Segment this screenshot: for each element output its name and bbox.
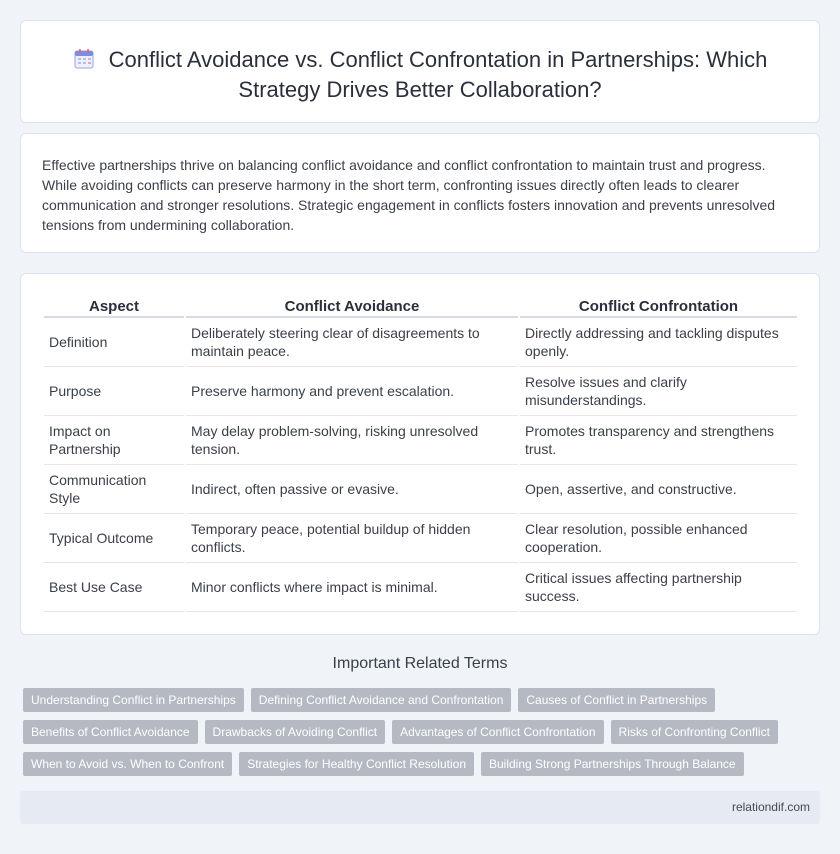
table-cell: Purpose: [44, 367, 184, 416]
related-terms-list: [23, 688, 813, 784]
related-term-link[interactable]: Advantages of Conflict Confrontation: [392, 720, 603, 744]
related-term-link[interactable]: Benefits of Conflict Avoidance: [23, 720, 198, 744]
table-cell: Definition: [44, 318, 184, 367]
related-term-link[interactable]: Building Strong Partnerships Through Balance: [481, 752, 744, 776]
table-row: [44, 318, 797, 367]
table-cell: Critical issues affecting partnership success.: [520, 563, 797, 612]
intro-paragraph: Effective partnerships thrive on balancing conflict avoidance and conflict confrontation to maintain trust and progress. While avoiding conflicts can preserve harmony in the short term, confronting issues directly often leads to clearer communication and stronger resolutions. Strategic engagement in conflicts fosters innovation and prevents unresolved tensions from undermining collaboration.: [42, 157, 776, 233]
table-cell: Clear resolution, possible enhanced cooperation.: [520, 514, 797, 563]
related-term-link[interactable]: Strategies for Healthy Conflict Resolution: [239, 752, 474, 776]
table-cell: Minor conflicts where impact is minimal.: [186, 563, 518, 612]
related-term-link[interactable]: Causes of Conflict in Partnerships: [518, 688, 715, 712]
tag-row: [23, 688, 813, 712]
tag-row: [23, 752, 813, 776]
table-row: [44, 416, 797, 465]
column-header-aspect: Aspect: [44, 296, 184, 318]
related-term-link[interactable]: Risks of Confronting Conflict: [611, 720, 778, 744]
related-term-link[interactable]: Understanding Conflict in Partnerships: [23, 688, 244, 712]
related-term-link[interactable]: Defining Conflict Avoidance and Confrontation: [251, 688, 512, 712]
calendar-icon: [73, 48, 95, 70]
related-term-link[interactable]: When to Avoid vs. When to Confront: [23, 752, 232, 776]
table-row: [44, 465, 797, 514]
table-cell: Impact on Partnership: [44, 416, 184, 465]
comparison-card: [20, 273, 820, 635]
comparison-table: [42, 296, 799, 612]
table-cell: Best Use Case: [44, 563, 184, 612]
column-header-avoidance: Conflict Avoidance: [186, 296, 518, 318]
table-header-row: [44, 296, 797, 318]
table-cell: Indirect, often passive or evasive.: [186, 465, 518, 514]
column-header-confrontation: Conflict Confrontation: [520, 296, 797, 318]
table-row: [44, 514, 797, 563]
header-card: [20, 20, 820, 123]
table-row: [44, 367, 797, 416]
tag-row: [23, 720, 813, 744]
intro-card: [20, 133, 820, 253]
table-cell: May delay problem-solving, risking unresolved tension.: [186, 416, 518, 465]
table-cell: Open, assertive, and constructive.: [520, 465, 797, 514]
table-row: [44, 563, 797, 612]
table-cell: Promotes transparency and strengthens trust.: [520, 416, 797, 465]
table-cell: Resolve issues and clarify misunderstandings.: [520, 367, 797, 416]
footer-bar: [20, 791, 820, 824]
table-cell: Preserve harmony and prevent escalation.: [186, 367, 518, 416]
table-cell: Typical Outcome: [44, 514, 184, 563]
table-cell: Deliberately steering clear of disagreements to maintain peace.: [186, 318, 518, 367]
page-title: [61, 45, 779, 105]
table-cell: Temporary peace, potential buildup of hidden conflicts.: [186, 514, 518, 563]
page-title-text: Conflict Avoidance vs. Conflict Confrontation in Partnerships: Which Strategy Drives Better Collaboration?: [108, 47, 768, 102]
table-cell: Communication Style: [44, 465, 184, 514]
related-term-link[interactable]: Drawbacks of Avoiding Conflict: [205, 720, 386, 744]
table-cell: Directly addressing and tackling disputes openly.: [520, 318, 797, 367]
related-terms-heading: Important Related Terms: [332, 655, 508, 672]
site-name: relationdif.com: [731, 800, 810, 814]
